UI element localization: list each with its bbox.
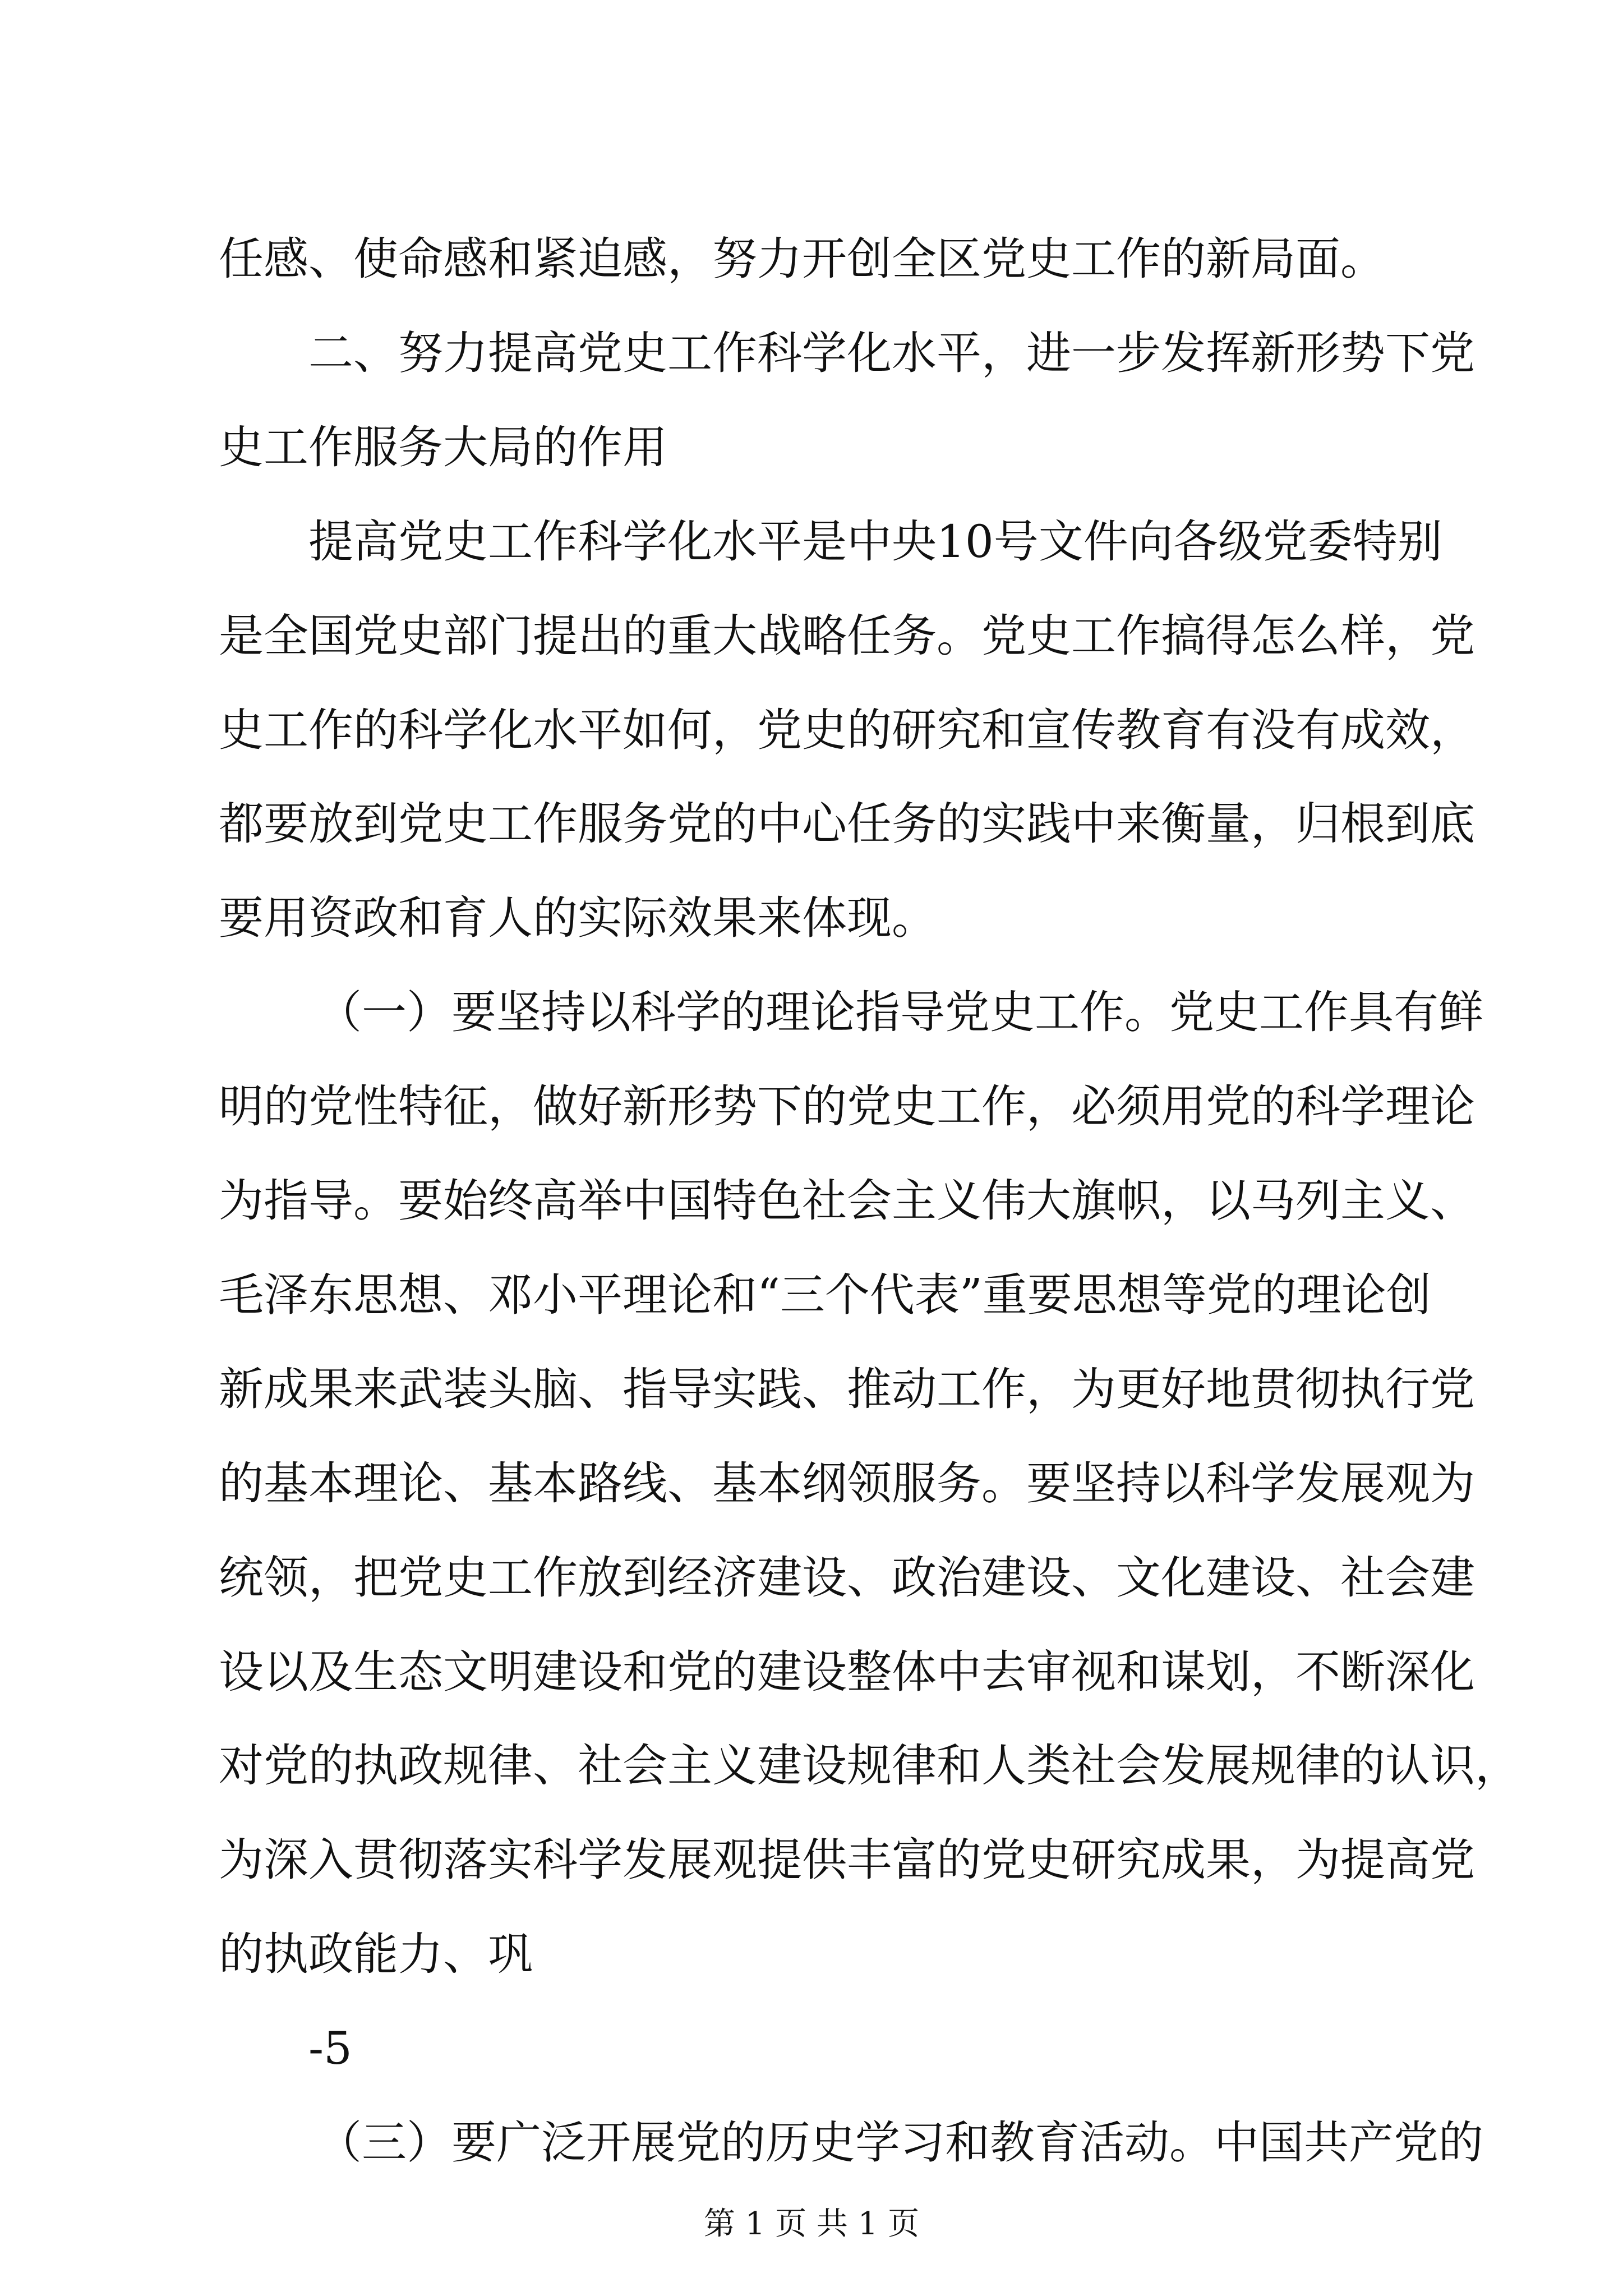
paragraph-line: 是全国党史部门提出的重大战略任务。党史工作搞得怎么样，党 [219, 609, 1475, 662]
paragraph-line: （三）要广泛开展党的历史学习和教育活动。中国共产党的 [317, 2116, 1483, 2169]
paragraph-line: 的执政能力、巩 [219, 1928, 533, 1981]
paragraph-line: 毛泽东思想、邓小平理论和“三个代表”重要思想等党的理论创 [219, 1268, 1431, 1321]
paragraph-line: 都要放到党史工作服务党的中心任务的实践中来衡量，归根到底 [219, 798, 1475, 850]
paragraph-line: 新成果来武装头脑、指导实践、推动工作，为更好地贯彻执行党 [219, 1363, 1475, 1415]
section-heading-line-1: 二、努力提高党史工作科学化水平，进一步发挥新形势下党 [308, 326, 1475, 379]
page-number-marker: -5 [308, 2022, 352, 2075]
paragraph-line: 为指导。要始终高举中国特色社会主义伟大旗帜，以马列主义、 [219, 1175, 1475, 1227]
page-footer: 第 1 页 共 1 页 [703, 2206, 920, 2242]
section-heading-line-2: 史工作服务大局的作用 [219, 421, 667, 473]
text-line-1: 任感、使命感和紧迫感，努力开创全区党史工作的新局面。 [219, 233, 1385, 285]
paragraph-line: 统领，把党史工作放到经济建设、政治建设、文化建设、社会建 [219, 1551, 1475, 1604]
paragraph-line: 提高党史工作科学化水平是中央10号文件向各级党委特别 [308, 515, 1442, 568]
paragraph-line: 史工作的科学化水平如何，党史的研究和宣传教育有没有成效， [219, 703, 1475, 756]
paragraph-line: （一）要坚持以科学的理论指导党史工作。党史工作具有鲜 [317, 986, 1483, 1039]
paragraph-line: 的基本理论、基本路线、基本纲领服务。要坚持以科学发展观为 [219, 1457, 1475, 1510]
paragraph-line: 要用资政和育人的实际效果来体现。 [219, 892, 937, 945]
paragraph-line: 设以及生态文明建设和党的建设整体中去审视和谋划，不断深化 [219, 1645, 1475, 1698]
paragraph-line: 对党的执政规律、社会主义建设规律和人类社会发展规律的认识， [219, 1740, 1520, 1792]
paragraph-line: 明的党性特征，做好新形势下的党史工作，必须用党的科学理论 [219, 1080, 1475, 1133]
paragraph-line: 为深入贯彻落实科学发展观提供丰富的党史研究成果，为提高党 [219, 1834, 1475, 1887]
